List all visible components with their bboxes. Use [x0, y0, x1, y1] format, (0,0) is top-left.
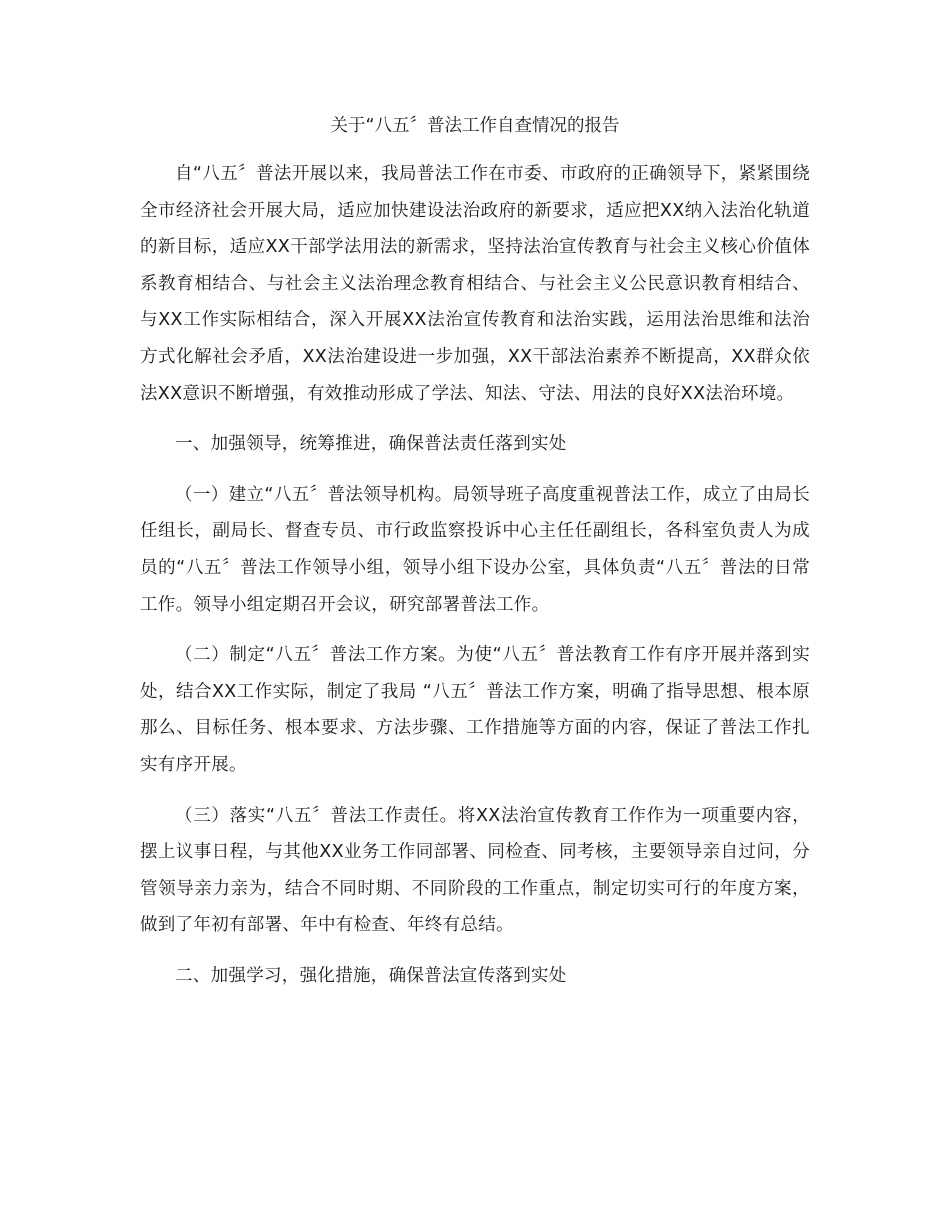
section-1-heading: 一、加强领导，统筹推进，确保普法责任落到实处 — [175, 434, 567, 455]
section-1-paragraph-1: （一）建立“八五〞普法领导机构。局领导班子高度重视普法工作，成立了由局长任组长，副局长、督查专员、市行政监察投诉中心主任任副组长，各科室负责人为成员的“八五〞普法工作领导小组，领导小组下设办公室，具体负责“八五〞普法的日常工作。领导小组定期召开会议，研究部署普法工作。 — [140, 484, 810, 615]
section-1-paragraph-3: （三）落实“八五〞普法工作责任。将XX法治宣传教育工作作为一项重要内容，摆上议事日程，与其他XX业务工作同部署、同检查、同考核，主要领导亲自过问，分管领导亲力亲为，结合不同时期、不同阶段的工作重点，制定切实可行的年度方案，做到了年初有部署、年中有检查、年终有总结。 — [140, 805, 810, 936]
document-title: 关于“八五〞普法工作自查情况的报告 — [330, 116, 620, 136]
section-2-heading: 二、加强学习，强化措施，确保普法宣传落到实处 — [175, 965, 567, 986]
section-1-paragraph-2: （二）制定“八五〞普法工作方案。为使“八五〞普法教育工作有序开展并落到实处，结合XX工作实际，制定了我局 “八五〞普法工作方案，明确了指导思想、根本原那么、目标任务、根本要求、方法步骤、工作措施等方面的内容，保证了普法工作扎实有序开展。 — [140, 645, 810, 775]
intro-paragraph: 自“八五〞普法开展以来，我局普法工作在市委、市政府的正确领导下，紧紧围绕全市经济社会开展大局，适应加快建设法治政府的新要求，适应把XX纳入法治化轨道的新目标，适应XX干部学法用法的新需求，坚持法治宣传教育与社会主义核心价值体系教育相结合、与社会主义法治理念教育相结合、与社会主义公民意识教育相结合、与XX工作实际相结合，深入开展XX法治宣传教育和法治实践，运用法治思维和法治方式化解社会矛盾，XX法治建设进一步加强，XX干部法治素养不断提高，XX群众依法XX意识不断增强，有效推动形成了学法、知法、守法、用法的良好XX法治环境。 — [140, 164, 810, 404]
document-body — [140, 108, 810, 1008]
